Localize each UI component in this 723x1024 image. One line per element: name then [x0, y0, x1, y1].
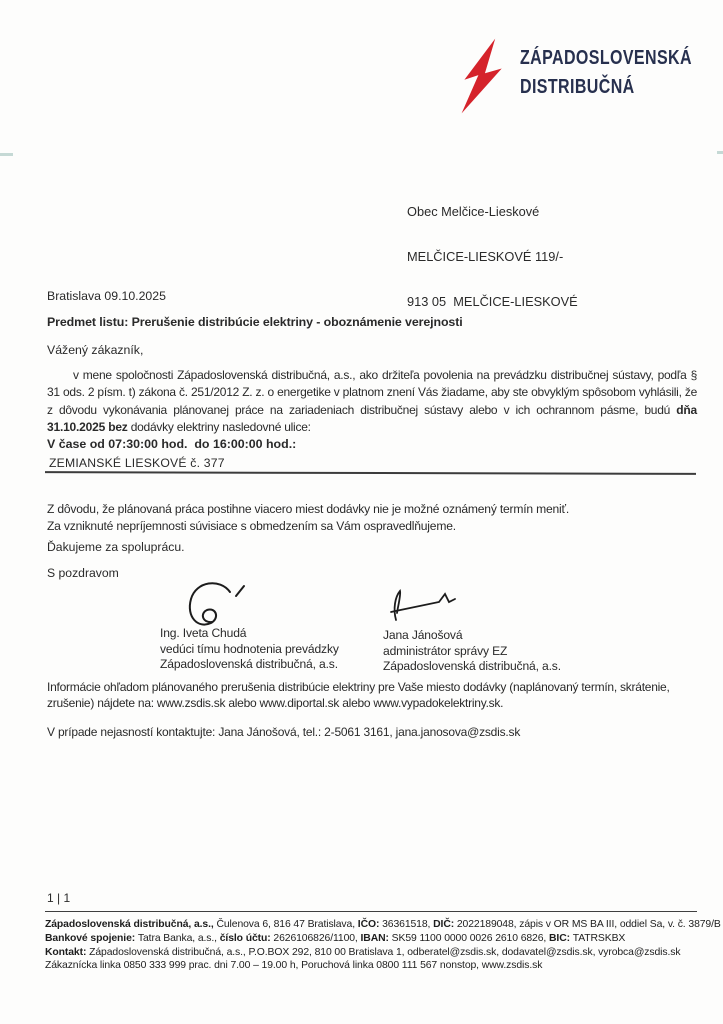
- footer-line-bank: Bankové spojenie: Tatra Banka, a.s., číslo účtu: 2626106826/1100, IBAN: SK59 1100 0000 0026 2610 6826, BIC: TATRSKBX: [45, 932, 626, 944]
- signatory-role: administrátor správy EZ: [383, 643, 508, 658]
- footer-line-hotline: Zákaznícka linka 0850 333 999 prac. dni 7.00 – 19.00 h, Poruchová linka 0800 111 567 nonstop, www.zsdis.sk: [45, 960, 543, 972]
- signatory-role: vedúci tímu hodnotenia prevádzky: [160, 641, 339, 656]
- info-paragraph: Informácie ohľadom plánovaného prerušenia distribúcie elektriny pre Vaše miesto dodávky (naplánovaný termín, skrátenie, zrušenie) nájdete na: www.zsdis.sk alebo www.diportal.sk alebo www.vypadokelektriny.sk.: [47, 680, 673, 711]
- recipient-name: Obec Melčice-Lieskové: [407, 204, 540, 219]
- notice-line-2: Za vzniknuté nepríjemnosti súvisiace s obmedzením sa Vám ospravedlňujeme.: [47, 519, 456, 533]
- page-number: 1 | 1: [47, 891, 71, 905]
- logo-name-line1: ZÁPADOSLOVENSKÁ: [520, 47, 692, 69]
- signature-handwriting-janosova: [386, 588, 464, 622]
- signatory-name: Jana Jánošová: [383, 628, 463, 642]
- footer-divider-rule: [45, 911, 697, 912]
- logo-name-line2: DISTRIBUČNÁ: [520, 76, 635, 98]
- thanks-line: Ďakujeme za spoluprácu.: [47, 540, 185, 554]
- street-underline-rule: [45, 471, 696, 475]
- closing-line: S pozdravom: [47, 566, 119, 580]
- signatory-block-2: [383, 628, 561, 675]
- affected-street-line: ZEMIANSKÉ LIESKOVÉ č. 377: [49, 456, 225, 470]
- fold-mark-left: [0, 153, 13, 156]
- body-paragraph: v mene spoločnosti Západoslovenská distribučná, a.s., ako držiteľa povolenia na prevádzku distribučnej sústavy, podľa § 31 ods. 2 písm. t) zákona č. 251/2012 Z. z. o energetike v platnom znení Vás žiadame, aby ste obvyklým spôsobom vyhlásili, že z dôvodu vykonávania plánovanej práce na zariadeniach distribučnej sústavy alebo v ich ochrannom pásme, budú dňa 31.10.2025 bez dodávky elektriny nasledovné ulice:: [47, 368, 701, 435]
- lightning-bolt-icon: [456, 36, 512, 116]
- footer-line-company: Západoslovenská distribučná, a.s., Čulenova 6, 816 47 Bratislava, IČO: 36361518, DIČ: 2022189048, zápis v OR MS BA III, oddiel Sa, v. č. 3879/B: [45, 919, 721, 930]
- subject-line: Predmet listu: Prerušenie distribúcie elektriny - oboznámenie verejnosti: [47, 315, 463, 329]
- footer-line-contact: Kontakt: Západoslovenská distribučná, a.s., P.O.BOX 292, 810 00 Bratislava 1, odberatel@zsdis.sk, dodavatel@zsdis.sk, vyrobca@zsdis.sk: [45, 946, 681, 958]
- outage-time-line: V čase od 07:30:00 hod. do 16:00:00 hod.:: [47, 437, 297, 451]
- contact-line: V prípade nejasností kontaktujte: Jana Jánošová, tel.: 2-5061 3161, jana.janosova@zsdis.sk: [47, 725, 521, 739]
- recipient-city: 913 05 MELČICE-LIESKOVÉ: [407, 294, 578, 309]
- fold-mark-right: [717, 151, 723, 154]
- signatory-company: Západoslovenská distribučná, a.s.: [160, 657, 338, 672]
- signatory-name: Ing. Iveta Chudá: [160, 626, 247, 640]
- signatory-block-1: [160, 626, 339, 673]
- salutation: Vážený zákazník,: [47, 343, 144, 357]
- place-date-line: Bratislava 09.10.2025: [47, 289, 166, 303]
- company-logo: [456, 36, 723, 116]
- signature-handwriting-chuda: [170, 579, 258, 627]
- recipient-street: MELČICE-LIESKOVÉ 119/-: [407, 249, 564, 264]
- footer: [45, 918, 721, 973]
- notice-line-1: Z dôvodu, že plánovaná práca postihne viacero miest dodávky nie je možné oznámený termín meniť.: [47, 502, 569, 516]
- signatory-company: Západoslovenská distribučná, a.s.: [383, 659, 561, 674]
